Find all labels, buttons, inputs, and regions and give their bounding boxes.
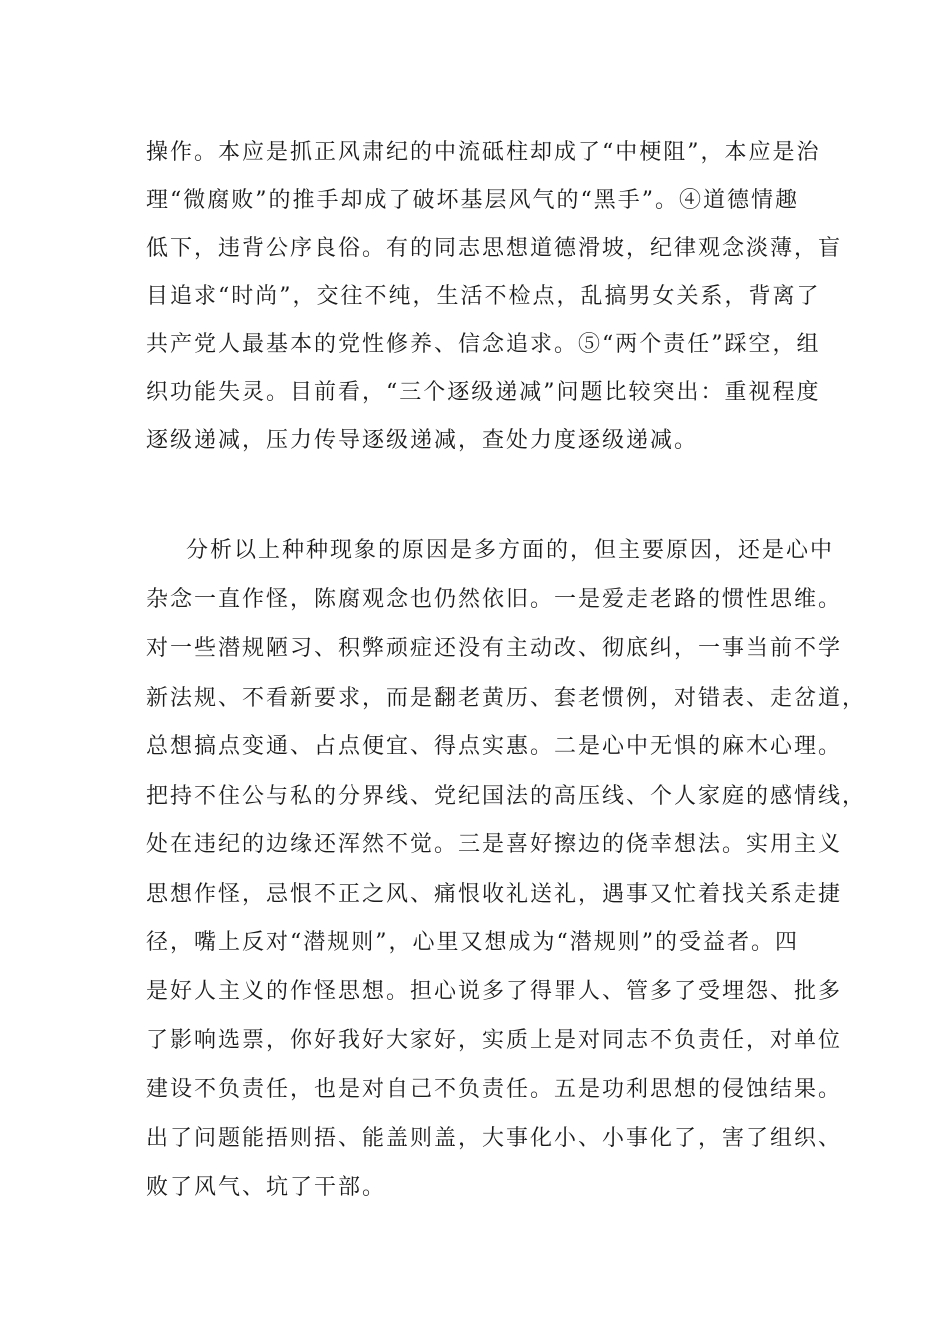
paragraph-2-line-5: 总想搞点变通、占点便宜、得点实惠。二是心中无惧的麻木心理。 xyxy=(146,734,843,759)
paragraph-1-line-2: 理“微腐败”的推手却成了破坏基层风气的“黑手”。④道德情趣 xyxy=(146,188,799,213)
paragraph-1-line-1: 操作。本应是抓正风肃纪的中流砥柱却成了“中梗阻”，本应是治 xyxy=(146,140,821,165)
paragraph-2-line-7: 处在违纪的边缘还浑然不觉。三是喜好擦边的侥幸想法。实用主义 xyxy=(146,832,843,857)
paragraph-1-line-6: 织功能失灵。目前看，“三个逐级递减”问题比较突出：重视程度 xyxy=(146,380,821,405)
paragraph-1-line-7: 逐级递减，压力传导逐级递减，查处力度逐级递减。 xyxy=(146,428,699,453)
paragraph-1-line-5: 共产党人最基本的党性修养、信念追求。⑤“两个责任”踩空，组 xyxy=(146,332,821,357)
paragraph-2-line-3: 对一些潜规陋习、积弊顽症还没有主动改、彻底纠，一事当前不学 xyxy=(146,636,843,661)
paragraph-2-line-11: 了影响选票，你好我好大家好，实质上是对同志不负责任，对单位 xyxy=(146,1028,843,1053)
paragraph-2-line-13: 出了问题能捂则捂、能盖则盖，大事化小、小事化了，害了组织、 xyxy=(146,1126,843,1151)
paragraph-2-line-10: 是好人主义的作怪思想。担心说多了得罪人、管多了受埋怨、批多 xyxy=(146,979,843,1004)
paragraph-1-line-3: 低下，违背公序良俗。有的同志思想道德滑坡，纪律观念淡薄，盲 xyxy=(146,236,843,261)
paragraph-2-line-8: 思想作怪，忌恨不正之风、痛恨收礼送礼，遇事又忙着找关系走捷 xyxy=(146,882,843,907)
paragraph-2-line-2: 杂念一直作怪，陈腐观念也仍然依旧。一是爱走老路的惯性思维。 xyxy=(146,587,843,612)
paragraph-2-line-14: 败了风气、坑了干部。 xyxy=(146,1175,387,1200)
paragraph-1-line-4: 目追求“时尚”，交往不纯，生活不检点，乱搞男女关系，背离了 xyxy=(146,284,821,309)
paragraph-2-line-6: 把持不住公与私的分界线、党纪国法的高压线、个人家庭的感情线， xyxy=(146,784,867,809)
paragraph-2-line-12: 建设不负责任，也是对自己不负责任。五是功利思想的侵蚀结果。 xyxy=(146,1077,843,1102)
paragraph-2-line-9: 径，嘴上反对“潜规则”，心里又想成为“潜规则”的受益者。四 xyxy=(146,930,799,955)
paragraph-2-line-4: 新法规、不看新要求，而是翻老黄历、套老惯例，对错表、走岔道， xyxy=(146,686,867,711)
paragraph-2-line-1: 分析以上种种现象的原因是多方面的，但主要原因，还是心中 xyxy=(186,538,835,563)
